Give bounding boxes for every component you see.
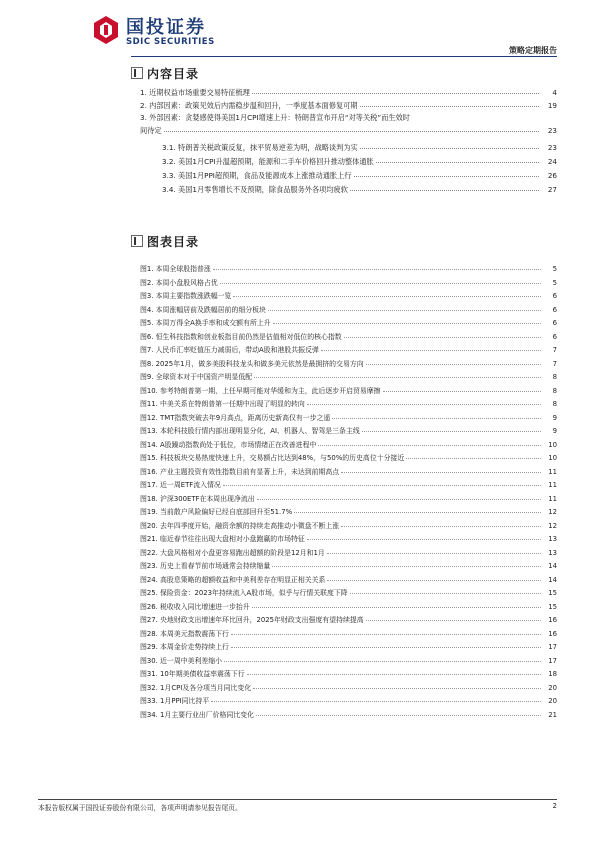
figure-entry-label: 图9. 全球资本对于中国资产明显低配 [140, 373, 253, 381]
figure-entry-label: 图24. 高股息策略的超额收益和中美利差存在明显正相关关系 [140, 575, 326, 584]
figure-entry-label: 图20. 去年四季度开始，融资余额的持续走高推动小微盘不断上涨 [140, 521, 340, 530]
page-header [0, 0, 595, 60]
leader-dots [332, 413, 541, 419]
figure-entry-page: 10 [548, 454, 557, 462]
figure-entry-page: 13 [548, 548, 557, 557]
leader-dots [224, 656, 541, 662]
figure-entry[interactable] [140, 561, 557, 572]
figure-entry[interactable] [140, 629, 557, 640]
figure-entry-label: 图21. 临近春节往往出现大盘相对小盘跑赢的市场特征 [140, 535, 305, 543]
figure-entry[interactable] [140, 534, 557, 545]
leader-dots [253, 683, 541, 689]
figure-entry[interactable] [140, 494, 557, 505]
figure-entry[interactable] [140, 615, 557, 626]
leader-dots [257, 494, 541, 500]
toc-entry[interactable] [140, 125, 557, 137]
figure-entry-page: 16 [548, 629, 557, 638]
leader-dots [273, 318, 541, 324]
figure-entry-label: 图18. 沪深300ETF在本周出现净流出 [140, 494, 255, 503]
figure-entry-label: 图12. TMT指数突破去年9月高点，距离历史新高仅有一步之遥 [140, 413, 331, 422]
toc-entry[interactable] [140, 87, 557, 99]
figure-entry-label: 图28. 本周美元指数震荡下行 [140, 629, 229, 638]
figure-entry[interactable] [140, 372, 557, 383]
leader-dots [252, 87, 539, 94]
section-marker-icon [131, 67, 143, 79]
figure-entry[interactable] [140, 264, 557, 275]
leader-dots [341, 521, 541, 527]
toc-entry-label: 2. 内部因素：政策见效后内需稳步温和回升，一季度基本面修复可期 [140, 101, 358, 110]
figure-entry-label: 图25. 保险资金：2023年持续流入A股市场，似乎与行情关联度下降 [140, 589, 348, 597]
figure-entry-label: 图32. 1月CPI及各分项当月同比变化 [140, 683, 252, 692]
figure-entry[interactable] [140, 656, 557, 667]
figure-entry-page: 20 [548, 697, 557, 705]
toc-entry-label: 3.3. 美国1月PPI超预期，食品及能源成本上涨推动通胀上行 [162, 171, 352, 180]
footer-disclaimer: 本报告版权属于国投证券股份有限公司，各项声明请参见报告尾页。 [38, 804, 242, 812]
figure-entry-label: 图27. 央地财政支出增速年环比回升，2025年财政支出强度有望持续提高 [140, 616, 364, 624]
figure-entry-page: 11 [548, 467, 557, 476]
figure-entry-page: 11 [548, 481, 557, 489]
leader-dots [344, 332, 541, 338]
figure-entry-label: 图4. 本周涨幅居前及跌幅居前的细分板块 [140, 305, 266, 314]
figure-entry-label: 图2. 本周小盘股风格占优 [140, 278, 218, 287]
figure-entry[interactable] [140, 548, 557, 559]
toc-entry-page: 23 [547, 126, 557, 135]
leader-dots [376, 156, 539, 163]
figure-entry[interactable] [140, 345, 557, 356]
leader-dots [327, 548, 541, 554]
figure-entry[interactable] [140, 602, 557, 613]
figure-entry[interactable] [140, 453, 557, 464]
figure-entry-page: 9 [552, 413, 557, 422]
logo-chinese-name: 国投证券 [126, 17, 206, 38]
figure-entry-label: 图3. 本周主要指数涨跌幅一览 [140, 292, 232, 300]
figure-entry[interactable] [140, 642, 557, 653]
figure-entry-label: 图10. 参考特朗普第一期，上任早期可能对华缓和为主，此后逐步开启贸易摩擦 [140, 386, 381, 395]
figure-entry-page: 12 [548, 521, 557, 530]
leader-dots [307, 399, 541, 405]
figure-entry-label: 图11. 中美关系在特朗普第一任期中出现了明显的转向 [140, 400, 305, 408]
toc-entry-page: 24 [547, 157, 557, 166]
figure-entry-page: 10 [548, 440, 557, 449]
figure-entry[interactable] [140, 467, 557, 478]
figure-entry[interactable] [140, 683, 557, 694]
figure-entry-label: 图29. 本周金价走势持续上行 [140, 643, 229, 651]
leader-dots [268, 305, 541, 311]
figure-entry-label: 图13. 本轮科技股行情内部出现明显分化，AI、机器人、智驾是三条主线 [140, 427, 360, 435]
leader-dots [223, 480, 541, 486]
figure-entry[interactable] [140, 399, 557, 410]
figure-entry-page: 20 [548, 683, 557, 692]
toc-subentry[interactable] [140, 142, 557, 154]
figure-entry-page: 8 [552, 373, 557, 381]
leader-dots [247, 669, 541, 675]
figure-entry[interactable] [140, 359, 557, 370]
logo-mark-icon [92, 15, 120, 45]
figure-entry[interactable] [140, 278, 557, 289]
figure-entry-label: 图31. 10年期美债收益率震荡下行 [140, 670, 245, 678]
leader-dots [360, 100, 539, 107]
figure-entry-page: 7 [552, 359, 557, 368]
logo-english-name: SDIC SECURITIES [126, 37, 215, 47]
leader-dots [383, 386, 541, 392]
leader-dots [231, 642, 541, 648]
leader-dots [294, 507, 541, 513]
figure-entry-page: 15 [548, 602, 557, 611]
leader-dots [321, 345, 541, 351]
leader-dots [341, 467, 541, 473]
figure-entry-page: 15 [548, 589, 557, 597]
toc-entry-page: 4 [552, 88, 557, 97]
figure-entry-page: 5 [552, 265, 557, 273]
figure-entry[interactable] [140, 588, 557, 599]
figure-entry-page: 6 [552, 319, 557, 327]
toc-entry-page: 23 [547, 143, 557, 152]
figure-entry-page: 17 [548, 656, 557, 665]
figure-entry-label: 图8. 2025年1月，做多美股科技龙头和做多美元依然是最拥挤的交易方向 [140, 359, 364, 368]
figure-entry-label: 图19. 当前散户风险偏好已经自底部回升至51.7% [140, 508, 293, 516]
toc-entry-label: 1. 近期权益市场重要交易特征梳理 [140, 88, 250, 97]
toc-entry[interactable]: 3. 外部因素：贪婪感使得美国1月CPI增速上升：特朗普宣布开启“对等关税”而生效时 [140, 113, 410, 122]
figure-entry-page: 6 [552, 332, 557, 341]
figure-entry-label: 图15. 科技板块交易热度快速上升，交易额占比达到48%，与50%的历史高位十分接近 [140, 454, 405, 462]
leader-dots [350, 588, 541, 594]
leader-dots [164, 125, 539, 132]
figure-entry-label: 图14. A股躁动指数尚处于低位，市场情绪正在改善进程中 [140, 440, 317, 449]
figure-entry-page: 6 [552, 305, 557, 314]
figures-list [140, 264, 557, 721]
leader-dots [233, 291, 541, 297]
figure-entry-page: 6 [552, 292, 557, 300]
leader-dots [318, 440, 541, 446]
contents-list [140, 86, 557, 196]
leader-dots [360, 142, 539, 149]
figure-entry-page: 17 [548, 643, 557, 651]
figure-entry-page: 18 [548, 670, 557, 678]
toc-entry-label: 间待定 [140, 126, 162, 135]
figure-entry-label: 图22. 大盘风格相对小盘更容易跑出超额的阶段是12月和1月 [140, 548, 325, 557]
toc-entry-page: 26 [547, 171, 557, 180]
leader-dots [366, 615, 541, 621]
figure-entry[interactable] [140, 669, 557, 680]
figure-entry-label: 图6. 恒生科技指数和创业板指目前仍然是估值相对低位的核心指数 [140, 332, 342, 341]
leader-dots [354, 170, 540, 177]
figure-entry-label: 图23. 历史上看春节前市场通常会持续缩量 [140, 562, 271, 570]
toc-entry[interactable] [140, 100, 557, 112]
company-logo [92, 13, 215, 53]
leader-dots [252, 602, 541, 608]
toc-entry-page: 27 [547, 185, 557, 194]
figure-entry[interactable] [140, 318, 557, 329]
toc-entry-label: 3.1. 特朗普关税政策反复，抹平贸易逆差为明，战略谈判为实 [162, 143, 358, 152]
figure-entry-page: 8 [552, 386, 557, 395]
figure-entry-label: 图7. 人民币汇率贬值压力减弱后，带动A股和港股共振反弹 [140, 346, 319, 354]
figure-entry-label: 图34. 1月主要行业出厂价格同比变化 [140, 710, 255, 719]
figure-entry-page: 12 [548, 508, 557, 516]
figure-entry-page: 7 [552, 346, 557, 354]
footer-divider [38, 799, 557, 800]
figure-entry-page: 21 [548, 710, 557, 719]
figure-entry-page: 8 [552, 400, 557, 408]
figure-entry[interactable] [140, 426, 557, 437]
toc-subentry[interactable] [140, 156, 557, 168]
leader-dots [211, 696, 541, 702]
leader-dots [366, 359, 541, 365]
figure-entry[interactable] [140, 386, 557, 397]
figure-entry[interactable] [140, 305, 557, 316]
figure-entry-page: 9 [552, 427, 557, 435]
figure-entry[interactable] [140, 575, 557, 586]
page-number: 2 [552, 802, 557, 810]
figure-entry-page: 13 [548, 535, 557, 543]
figure-entry[interactable] [140, 480, 557, 491]
figure-entry[interactable] [140, 521, 557, 532]
leader-dots [254, 372, 541, 378]
figure-entry-label: 图5. 本周万得全A换手率和成交额有所上升 [140, 319, 271, 327]
leader-dots [327, 575, 541, 581]
toc-entry-page: 19 [547, 101, 557, 110]
toc-subentry[interactable] [140, 170, 557, 182]
section-marker-icon [131, 235, 143, 247]
figure-entry-label: 图30. 近一周中美利差缩小 [140, 656, 223, 665]
leader-dots [406, 453, 541, 459]
figure-entry-label: 图33. 1月PPI同比持平 [140, 697, 210, 705]
figure-entry-page: 5 [552, 278, 557, 287]
figure-entry-page: 14 [548, 575, 557, 584]
leader-dots [272, 561, 541, 567]
leader-dots [220, 278, 541, 284]
leader-dots [231, 629, 541, 635]
figure-entry[interactable] [140, 440, 557, 451]
figure-entry[interactable] [140, 413, 557, 424]
toc-subentry[interactable] [140, 184, 557, 196]
leader-dots [307, 534, 541, 540]
toc-entry-label: 3.2. 美国1月CPI升温超预期，能源和二手车价格回升推动整体通胀 [162, 157, 374, 166]
figure-entry-label: 图16. 产业主题投资有效性指数目前有显著上升，未达到前期高点 [140, 467, 340, 476]
figure-entry[interactable] [140, 507, 557, 518]
header-divider [131, 56, 557, 57]
leader-dots [256, 710, 541, 716]
toc-entry-label: 3.4. 美国1月零售增长不及预期，除食品服务外各项均疲软 [162, 185, 348, 194]
figure-entry[interactable] [140, 332, 557, 343]
contents-section-title: 内容目录 [131, 65, 199, 81]
figure-entry-page: 16 [548, 616, 557, 624]
figure-entry[interactable] [140, 291, 557, 302]
report-type-label: 策略定期报告 [509, 46, 557, 55]
leader-dots [350, 184, 539, 191]
figure-entry-page: 14 [548, 562, 557, 570]
figure-entry-page: 11 [548, 494, 557, 503]
figure-entry-label: 图26. 税收收入同比增速进一步抬升 [140, 602, 250, 611]
leader-dots [362, 426, 541, 432]
figures-section-title: 图表目录 [131, 233, 199, 249]
figure-entry-label: 图17. 近一周ETF流入情况 [140, 481, 221, 489]
leader-dots [213, 264, 541, 270]
figure-entry[interactable] [140, 696, 557, 707]
figure-entry[interactable] [140, 710, 557, 721]
figure-entry-label: 图1. 本周全球股指普涨 [140, 265, 211, 273]
